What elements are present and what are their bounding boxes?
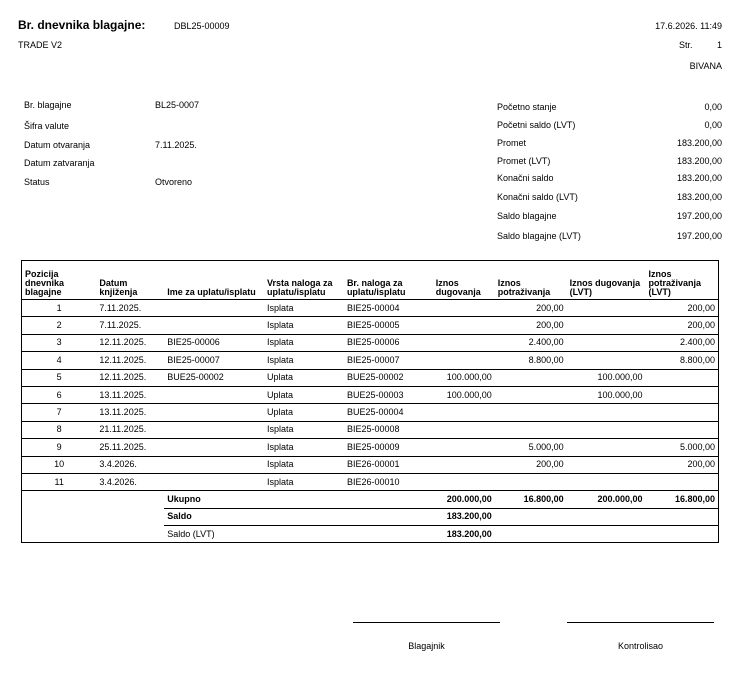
credit-amount-lvt: 200,00 xyxy=(646,300,719,317)
table-row xyxy=(22,439,719,456)
credit-amount-lvt: 5.000,00 xyxy=(646,439,719,456)
debit-amount: 100.000,00 xyxy=(433,369,495,386)
order-type: Isplata xyxy=(264,300,344,317)
debit-amount-lvt xyxy=(567,421,646,438)
payee-name xyxy=(164,421,264,438)
table-row xyxy=(22,300,719,317)
summary-label: Konačni saldo (LVT) xyxy=(497,192,578,202)
posting-date: 12.11.2025. xyxy=(96,334,164,351)
order-number: BIE25-00004 xyxy=(344,300,433,317)
debit-amount-lvt xyxy=(567,334,646,351)
payee-name xyxy=(164,473,264,490)
column-header: Br. naloga za uplatu/isplatu xyxy=(344,261,433,300)
credit-amount-lvt xyxy=(646,386,719,403)
payee-name xyxy=(164,439,264,456)
payee-name xyxy=(164,386,264,403)
summary-value: 197.200,00 xyxy=(676,211,722,221)
total-debit-lvt: 200.000,00 xyxy=(567,491,646,508)
column-header: Iznos dugovanja xyxy=(433,261,495,300)
payee-name: BUE25-00002 xyxy=(164,369,264,386)
credit-amount xyxy=(495,386,567,403)
info-label: Šifra valute xyxy=(24,121,70,131)
debit-amount xyxy=(433,421,495,438)
journal-position: 11 xyxy=(22,473,97,490)
credit-amount-lvt: 2.400,00 xyxy=(646,334,719,351)
info-value: 7.11.2025. xyxy=(155,140,197,150)
credit-amount xyxy=(495,473,567,490)
order-type: Uplata xyxy=(264,369,344,386)
saldo-value: 183.200,00 xyxy=(433,508,495,525)
debit-amount-lvt xyxy=(567,456,646,473)
summary-value: 183.200,00 xyxy=(676,138,722,148)
info-label: Datum otvaranja xyxy=(24,140,91,150)
debit-amount-lvt: 100.000,00 xyxy=(567,369,646,386)
credit-amount: 200,00 xyxy=(495,300,567,317)
saldo-row xyxy=(22,508,719,525)
summary-value: 0,00 xyxy=(704,102,722,112)
summary-value: 183.200,00 xyxy=(676,192,722,202)
column-header: Datum knjiženja xyxy=(96,261,164,300)
credit-amount xyxy=(495,421,567,438)
summary-label: Promet xyxy=(497,138,527,148)
info-value: Otvoreno xyxy=(155,177,193,187)
total-debit: 200.000,00 xyxy=(433,491,495,508)
summary-label: Saldo blagajne xyxy=(497,211,557,221)
total-credit: 16.800,00 xyxy=(495,491,567,508)
posting-date: 12.11.2025. xyxy=(96,352,164,369)
debit-amount: 100.000,00 xyxy=(433,386,495,403)
report-title: Br. dnevnika blagajne: xyxy=(18,18,146,32)
debit-amount xyxy=(433,317,495,334)
controller-signature-line xyxy=(567,622,714,623)
info-label: Datum zatvaranja xyxy=(24,158,95,168)
credit-amount-lvt: 200,00 xyxy=(646,456,719,473)
journal-position: 6 xyxy=(22,386,97,403)
debit-amount xyxy=(433,439,495,456)
column-header: Ime za uplatu/isplatu xyxy=(164,261,264,300)
posting-date: 13.11.2025. xyxy=(96,404,164,421)
journal-position: 4 xyxy=(22,352,97,369)
table-row xyxy=(22,473,719,490)
page-label: Str. xyxy=(679,40,693,50)
journal-position: 5 xyxy=(22,369,97,386)
posting-date: 25.11.2025. xyxy=(96,439,164,456)
column-header: Iznos potraživanja (LVT) xyxy=(646,261,719,300)
order-type: Isplata xyxy=(264,352,344,369)
order-number: BIE25-00009 xyxy=(344,439,433,456)
journal-position: 8 xyxy=(22,421,97,438)
order-number: BIE26-00010 xyxy=(344,473,433,490)
payee-name xyxy=(164,300,264,317)
posting-date: 7.11.2025. xyxy=(96,317,164,334)
order-number: BIE25-00007 xyxy=(344,352,433,369)
summary-label: Promet (LVT) xyxy=(497,156,551,166)
summary-label: Saldo blagajne (LVT) xyxy=(497,231,581,241)
payee-name xyxy=(164,317,264,334)
posting-date: 3.4.2026. xyxy=(96,456,164,473)
table-row xyxy=(22,334,719,351)
order-number: BIE26-00001 xyxy=(344,456,433,473)
saldo-label: Saldo xyxy=(164,508,264,525)
journal-position: 10 xyxy=(22,456,97,473)
journal-position: 7 xyxy=(22,404,97,421)
debit-amount-lvt xyxy=(567,300,646,317)
table-row xyxy=(22,369,719,386)
order-number: BIE25-00008 xyxy=(344,421,433,438)
journal-position: 3 xyxy=(22,334,97,351)
credit-amount: 5.000,00 xyxy=(495,439,567,456)
cashier-signature-label: Blagajnik xyxy=(408,641,445,651)
table-row xyxy=(22,404,719,421)
summary-label: Početni saldo (LVT) xyxy=(497,120,576,130)
total-row xyxy=(22,491,719,508)
debit-amount xyxy=(433,334,495,351)
journal-position: 9 xyxy=(22,439,97,456)
order-type: Isplata xyxy=(264,473,344,490)
order-number: BUE25-00004 xyxy=(344,404,433,421)
order-type: Isplata xyxy=(264,421,344,438)
debit-amount-lvt: 100.000,00 xyxy=(567,386,646,403)
page-number: 1 xyxy=(716,40,722,50)
info-value: BL25-0007 xyxy=(155,100,200,110)
summary-value: 183.200,00 xyxy=(676,156,722,166)
order-type: Uplata xyxy=(264,386,344,403)
debit-amount-lvt xyxy=(567,352,646,369)
order-number: BIE25-00005 xyxy=(344,317,433,334)
payee-name: BIE25-00007 xyxy=(164,352,264,369)
order-type: Isplata xyxy=(264,456,344,473)
debit-amount xyxy=(433,300,495,317)
info-label: Status xyxy=(24,177,50,187)
summary-value: 197.200,00 xyxy=(676,231,722,241)
credit-amount-lvt: 200,00 xyxy=(646,317,719,334)
credit-amount xyxy=(495,369,567,386)
journal-position: 1 xyxy=(22,300,97,317)
company-name: TRADE V2 xyxy=(18,40,63,50)
cash-journal-table xyxy=(21,260,719,543)
payee-name xyxy=(164,404,264,421)
controller-signature-label: Kontrolisao xyxy=(617,641,664,651)
credit-amount-lvt xyxy=(646,421,719,438)
journal-position: 2 xyxy=(22,317,97,334)
column-header: Pozicija dnevnika blagajne xyxy=(22,261,97,300)
saldo-lvt-row xyxy=(22,526,719,543)
debit-amount-lvt xyxy=(567,404,646,421)
column-header: Vrsta naloga za uplatu/isplatu xyxy=(264,261,344,300)
credit-amount-lvt xyxy=(646,473,719,490)
order-type: Isplata xyxy=(264,439,344,456)
table-row xyxy=(22,456,719,473)
debit-amount xyxy=(433,352,495,369)
posting-date: 13.11.2025. xyxy=(96,386,164,403)
posting-date: 3.4.2026. xyxy=(96,473,164,490)
order-number: BIE25-00006 xyxy=(344,334,433,351)
posting-date: 21.11.2025. xyxy=(96,421,164,438)
debit-amount xyxy=(433,404,495,421)
posting-date: 12.11.2025. xyxy=(96,369,164,386)
column-header: Iznos dugovanja (LVT) xyxy=(567,261,646,300)
debit-amount-lvt xyxy=(567,473,646,490)
total-label: Ukupno xyxy=(164,491,264,508)
debit-amount-lvt xyxy=(567,439,646,456)
summary-label: Početno stanje xyxy=(497,102,557,112)
summary-value: 183.200,00 xyxy=(676,173,722,183)
table-row xyxy=(22,352,719,369)
summary-value: 0,00 xyxy=(704,120,722,130)
order-type: Isplata xyxy=(264,334,344,351)
column-header: Iznos potraživanja xyxy=(495,261,567,300)
credit-amount: 2.400,00 xyxy=(495,334,567,351)
saldo-lvt-label: Saldo (LVT) xyxy=(164,526,264,543)
table-row xyxy=(22,317,719,334)
payee-name xyxy=(164,456,264,473)
user-name: BIVANA xyxy=(689,61,722,71)
credit-amount: 8.800,00 xyxy=(495,352,567,369)
table-header xyxy=(22,261,719,300)
credit-amount xyxy=(495,404,567,421)
payee-name: BIE25-00006 xyxy=(164,334,264,351)
credit-amount-lvt: 8.800,00 xyxy=(646,352,719,369)
print-datetime: 17.6.2026. 11:49 xyxy=(655,21,722,31)
order-number: BUE25-00002 xyxy=(344,369,433,386)
credit-amount: 200,00 xyxy=(495,456,567,473)
cashier-signature-line xyxy=(353,622,500,623)
posting-date: 7.11.2025. xyxy=(96,300,164,317)
total-credit-lvt: 16.800,00 xyxy=(646,491,719,508)
debit-amount xyxy=(433,456,495,473)
credit-amount-lvt xyxy=(646,404,719,421)
credit-amount: 200,00 xyxy=(495,317,567,334)
info-label: Br. blagajne xyxy=(24,100,72,110)
debit-amount xyxy=(433,473,495,490)
credit-amount-lvt xyxy=(646,369,719,386)
table-row xyxy=(22,421,719,438)
journal-number: DBL25-00009 xyxy=(174,21,230,31)
table-row xyxy=(22,386,719,403)
order-type: Isplata xyxy=(264,317,344,334)
saldo-lvt-value: 183.200,00 xyxy=(433,526,495,543)
order-number: BUE25-00003 xyxy=(344,386,433,403)
debit-amount-lvt xyxy=(567,317,646,334)
summary-label: Konačni saldo xyxy=(497,173,554,183)
order-type: Uplata xyxy=(264,404,344,421)
